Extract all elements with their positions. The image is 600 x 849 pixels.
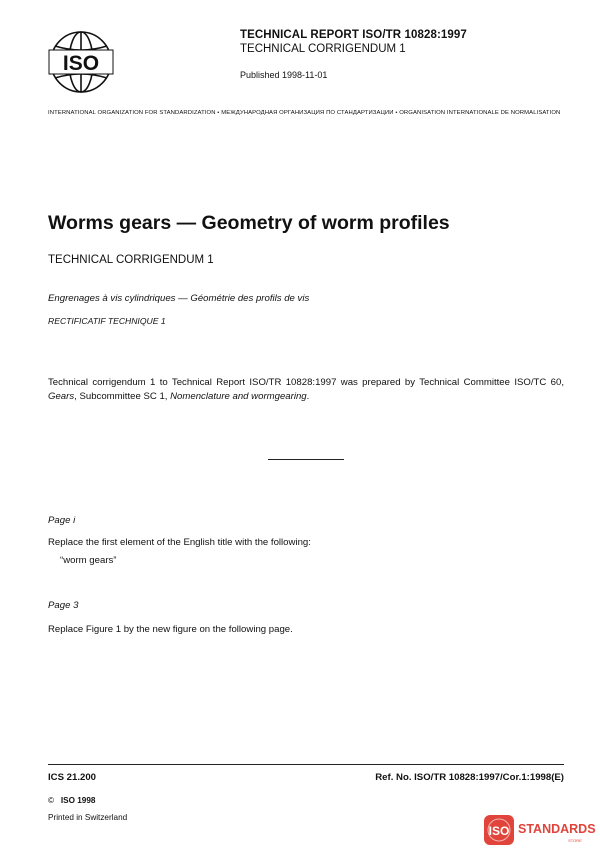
- report-title: TECHNICAL REPORT ISO/TR 10828:1997: [240, 29, 467, 41]
- page-reference: Page i: [48, 515, 76, 526]
- published-date: Published 1998-11-01: [240, 70, 328, 80]
- replacement-instruction: Replace Figure 1 by the new figure on the following page.: [48, 624, 293, 635]
- copyright-holder: ISO 1998: [60, 796, 96, 805]
- page-reference: Page 3: [48, 600, 79, 611]
- intro-subcommittee-name: Nomenclature and wormgearing: [170, 391, 307, 402]
- report-subtitle: TECHNICAL CORRIGENDUM 1: [240, 43, 406, 55]
- iso-logo-text: ISO: [62, 52, 100, 75]
- replacement-text: “worm gears”: [60, 555, 117, 566]
- french-corrigendum-label: RECTIFICATIF TECHNIQUE 1: [48, 316, 166, 326]
- intro-text: Technical corrigendum 1 to Technical Report ISO/TR 10828:1997 was prepared by Technical Committee ISO/TC 60,: [48, 377, 564, 388]
- reference-number: Ref. No. ISO/TR 10828:1997/Cor.1:1998(E): [375, 772, 564, 783]
- replacement-instruction: Replace the first element of the English title with the following:: [48, 537, 311, 548]
- intro-text: .: [306, 391, 310, 402]
- copyright-symbol: ©: [48, 796, 55, 805]
- standards-store-stamp: [480, 812, 598, 848]
- footer-divider: [48, 764, 564, 765]
- section-divider: [268, 459, 344, 460]
- intro-text: , Subcommittee SC 1,: [74, 391, 171, 402]
- intro-paragraph: [48, 376, 564, 404]
- printed-in: Printed in Switzerland: [48, 813, 128, 822]
- french-title: Engrenages à vis cylindriques — Géométrie des profils de vis: [48, 293, 310, 304]
- intro-committee-name: Gears: [48, 391, 75, 402]
- ics-code: ICS 21.200: [48, 772, 97, 783]
- corrigendum-label: TECHNICAL CORRIGENDUM 1: [48, 254, 214, 266]
- document-title: Worms gears — Geometry of worm profiles: [48, 212, 450, 234]
- iso-logo: [47, 28, 115, 96]
- stamp-store-text: STORE: [568, 838, 582, 843]
- iso-store-icon: [484, 815, 514, 845]
- stamp-standards-text: STANDARDS: [518, 822, 596, 836]
- stamp-iso-text: ISO: [488, 824, 510, 838]
- organization-line: INTERNATIONAL ORGANIZATION FOR STANDARDIZATION • МЕЖДУНАРОДНАЯ ОРГАНИЗАЦИЯ ПО СТАНДАРТИЗАЦИИ • ORGANISATION INTERNATIONALE DE NORMALISATION: [48, 110, 561, 116]
- copyright: [48, 796, 95, 805]
